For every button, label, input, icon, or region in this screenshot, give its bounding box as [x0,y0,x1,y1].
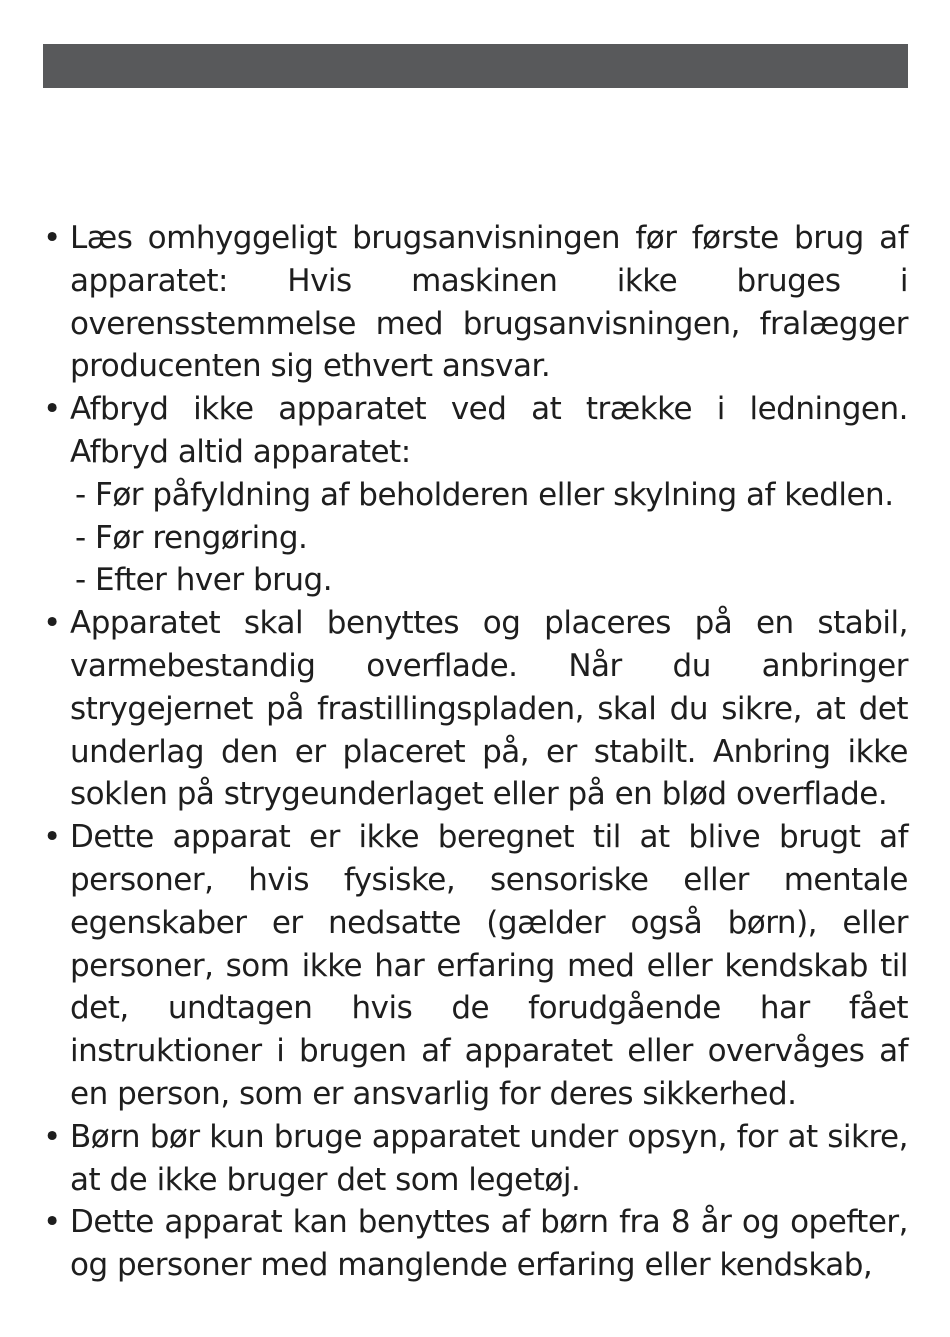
list-item-text: Læs omhyggeligt brugsanvisningen før første brug af apparatet: Hvis maskinen ikke bruges i overensstemmelse med brugsanvisningen, fralægger producenten sig ethvert ansvar. [70,220,908,385]
sub-item [43,474,908,517]
safety-instructions [43,217,908,1287]
bullet-icon: • [43,605,61,642]
list-item [43,388,908,474]
header-bar [43,44,908,88]
sub-item [43,517,908,560]
list-item [43,217,908,388]
list-item-text: Dette apparat er ikke beregnet til at blive brugt af personer, hvis fysiske, sensoriske eller mentale egenskaber er nedsatte (gælder også børn), eller personer, som ikke har erfaring med eller kendskab til det, undtagen hvis de forudgående har fået instruktioner i brugen af apparatet eller overvåges af en person, som er ansvarlig for deres sikkerhed. [70,819,908,1112]
bullet-icon: • [43,391,61,428]
dash-icon: - [75,519,86,556]
sub-item-text: Før påfyldning af beholderen eller skylning af kedlen. [95,476,894,513]
list-item-text: Børn bør kun bruge apparatet under opsyn, for at sikre, at de ikke bruger det som legetøj. [70,1118,908,1198]
list-item-text: Apparatet skal benyttes og placeres på en stabil, varmebestandig overflade. Når du anbringer strygejernet på frastillingspladen, skal du sikre, at det underlag den er placeret på, er stabilt. Anbring ikke soklen på strygeunderlaget eller på en blød overflade. [70,605,908,813]
list-item-text: Dette apparat kan benyttes af børn fra 8 år og opefter, og personer med manglende erfaring eller kendskab, [70,1204,908,1284]
list-item [43,1116,908,1202]
bullet-icon: • [43,819,61,856]
sub-item-text: Før rengøring. [95,519,308,556]
sub-item-text: Efter hver brug. [95,562,333,599]
bullet-icon: • [43,1204,61,1241]
dash-icon: - [75,562,86,599]
bullet-icon: • [43,1118,61,1155]
bullet-icon: • [43,220,61,256]
sub-item [43,559,908,602]
list-item [43,1201,908,1287]
list-item-text: Afbryd ikke apparatet ved at trække i ledningen. Afbryd altid apparatet: [70,391,908,470]
list-item [43,602,908,816]
list-item [43,816,908,1116]
dash-icon: - [75,476,86,513]
